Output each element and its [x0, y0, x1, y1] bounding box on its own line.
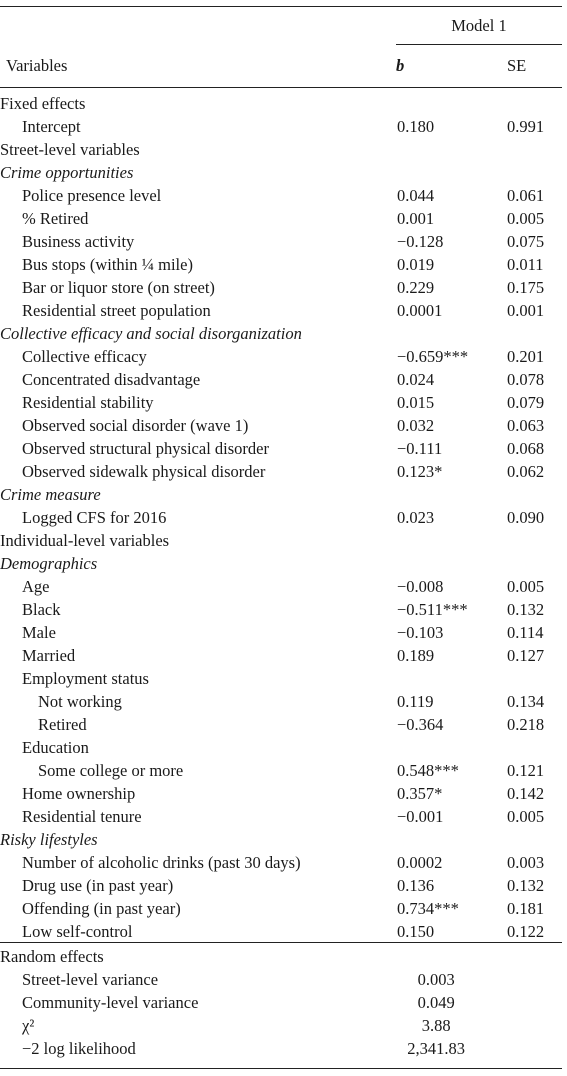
- table-row: [0, 851, 567, 874]
- table-row: [0, 253, 567, 276]
- random-effect-value: 2,341.83: [407, 1039, 466, 1058]
- row-label: Fixed effects: [0, 94, 86, 113]
- row-label: Bar or liquor store (on street): [22, 278, 215, 297]
- standard-error: 0.078: [507, 370, 545, 389]
- standard-error: 0.063: [507, 416, 545, 435]
- table-row: [0, 828, 567, 851]
- row-label: Drug use (in past year): [22, 876, 174, 895]
- standard-error: 0.142: [507, 784, 545, 803]
- coefficient-b: [397, 667, 507, 690]
- standard-error: 0.005: [507, 577, 545, 596]
- coefficients-table: [0, 92, 567, 943]
- random-effect-row: [0, 1037, 567, 1060]
- random-effect-row: [0, 1014, 567, 1037]
- coefficient-b: [397, 736, 507, 759]
- coefficient-b: 0.548***: [397, 761, 459, 780]
- standard-error: [507, 138, 567, 161]
- row-label: Street-level variance: [22, 970, 159, 989]
- row-label: Offending (in past year): [22, 899, 181, 918]
- standard-error: [507, 322, 567, 345]
- coefficient-b: 0.119: [397, 692, 434, 711]
- standard-error: [507, 828, 567, 851]
- random-effect-value: 3.88: [421, 1016, 451, 1035]
- coefficient-b: 0.0001: [397, 301, 443, 320]
- standard-error: 0.218: [507, 715, 545, 734]
- row-label: Business activity: [22, 232, 135, 251]
- row-label: Demographics: [0, 554, 98, 573]
- standard-error: 0.061: [507, 186, 545, 205]
- row-label: Married: [22, 646, 76, 665]
- row-label: Not working: [38, 692, 122, 711]
- coefficient-b: 0.001: [397, 209, 435, 228]
- row-label: Community-level variance: [22, 993, 199, 1012]
- standard-error: 0.075: [507, 232, 545, 251]
- top-rule: [0, 6, 562, 7]
- table-row: [0, 736, 567, 759]
- standard-error: [507, 161, 567, 184]
- coefficient-b: 0.023: [397, 508, 435, 527]
- coefficient-b: 0.189: [397, 646, 435, 665]
- table-row: [0, 437, 567, 460]
- row-label: Police presence level: [22, 186, 162, 205]
- header-rule: [0, 87, 562, 88]
- model-rule: [396, 44, 562, 45]
- standard-error: 0.005: [507, 807, 545, 826]
- standard-error: 0.122: [507, 922, 545, 941]
- table-row: [0, 345, 567, 368]
- table-row: [0, 667, 567, 690]
- table-row: [0, 460, 567, 483]
- table-row: [0, 713, 567, 736]
- standard-error: 0.201: [507, 347, 545, 366]
- table-row: [0, 920, 567, 943]
- row-label: χ²: [22, 1016, 35, 1035]
- variables-header: Variables: [6, 56, 68, 75]
- coefficient-b: 0.734***: [397, 899, 459, 918]
- row-label: −2 log likelihood: [22, 1039, 136, 1058]
- row-label: % Retired: [22, 209, 89, 228]
- table-row: [0, 115, 567, 138]
- row-label: Crime opportunities: [0, 163, 134, 182]
- row-label: Observed social disorder (wave 1): [22, 416, 249, 435]
- table-row: [0, 897, 567, 920]
- row-label: Concentrated disadvantage: [22, 370, 201, 389]
- row-label: Logged CFS for 2016: [22, 508, 167, 527]
- standard-error: 0.001: [507, 301, 545, 320]
- standard-error: 0.079: [507, 393, 545, 412]
- table-row: [0, 207, 567, 230]
- table-row: [0, 575, 567, 598]
- standard-error: 0.991: [507, 117, 545, 136]
- coefficient-b: [397, 828, 507, 851]
- standard-error: 0.127: [507, 646, 545, 665]
- coefficient-b: [397, 529, 507, 552]
- table-row: [0, 391, 567, 414]
- coefficient-b: 0.136: [397, 876, 435, 895]
- table-row: [0, 552, 567, 575]
- table-row: [0, 483, 567, 506]
- table-row: [0, 92, 567, 115]
- row-label: Intercept: [22, 117, 81, 136]
- coefficient-b: 0.024: [397, 370, 435, 389]
- standard-error: 0.175: [507, 278, 545, 297]
- coefficient-b: 0.044: [397, 186, 435, 205]
- table-row: [0, 506, 567, 529]
- coefficient-b: 0.229: [397, 278, 435, 297]
- row-label: Residential street population: [22, 301, 211, 320]
- row-label: Employment status: [22, 669, 149, 688]
- coefficient-b: −0.659***: [397, 347, 469, 366]
- coefficient-b: 0.032: [397, 416, 435, 435]
- coefficient-b: 0.123*: [397, 462, 443, 481]
- coefficient-b: [397, 92, 507, 115]
- random-effect-value: 0.049: [417, 993, 455, 1012]
- row-label: Collective efficacy: [22, 347, 147, 366]
- standard-error: 0.011: [507, 255, 544, 274]
- model-header: Model 1: [451, 16, 507, 35]
- row-label: Low self-control: [22, 922, 133, 941]
- random-rule: [0, 942, 562, 943]
- row-label: Individual-level variables: [0, 531, 170, 550]
- standard-error: 0.132: [507, 600, 545, 619]
- table-row: [0, 322, 567, 345]
- table-row: [0, 299, 567, 322]
- coefficient-b: −0.008: [397, 577, 444, 596]
- standard-error: [507, 667, 567, 690]
- bottom-rule: [0, 1068, 562, 1069]
- table-row: [0, 184, 567, 207]
- b-header: b: [396, 56, 405, 75]
- table-row: [0, 161, 567, 184]
- row-label: Risky lifestyles: [0, 830, 98, 849]
- table-row: [0, 276, 567, 299]
- standard-error: 0.121: [507, 761, 545, 780]
- row-label: Male: [22, 623, 56, 642]
- table-row: [0, 230, 567, 253]
- table-row: [0, 529, 567, 552]
- row-label: Number of alcoholic drinks (past 30 days): [22, 853, 301, 872]
- row-label: Observed structural physical disorder: [22, 439, 269, 458]
- random-effect-row: [0, 945, 567, 968]
- table-row: [0, 874, 567, 897]
- row-label: Age: [22, 577, 50, 596]
- table-row: [0, 414, 567, 437]
- table-row: [0, 138, 567, 161]
- coefficient-b: −0.111: [397, 439, 443, 458]
- se-header: SE: [507, 56, 527, 75]
- standard-error: 0.090: [507, 508, 545, 527]
- standard-error: 0.181: [507, 899, 545, 918]
- random-effects-table: [0, 945, 567, 1060]
- coefficient-b: −0.128: [397, 232, 444, 251]
- table-row: [0, 759, 567, 782]
- row-label: Crime measure: [0, 485, 101, 504]
- coefficient-b: [397, 483, 507, 506]
- row-label: Home ownership: [22, 784, 136, 803]
- table-row: [0, 644, 567, 667]
- row-label: Residential tenure: [22, 807, 142, 826]
- coefficient-b: 0.019: [397, 255, 435, 274]
- coefficient-b: −0.511***: [397, 600, 468, 619]
- row-label: Residential stability: [22, 393, 154, 412]
- standard-error: [507, 529, 567, 552]
- table-row: [0, 368, 567, 391]
- row-label: Retired: [38, 715, 87, 734]
- standard-error: 0.005: [507, 209, 545, 228]
- row-label: Random effects: [0, 947, 104, 966]
- coefficient-b: 0.180: [397, 117, 435, 136]
- random-effect-row: [0, 991, 567, 1014]
- standard-error: 0.134: [507, 692, 545, 711]
- coefficient-b: −0.001: [397, 807, 444, 826]
- row-label: Observed sidewalk physical disorder: [22, 462, 266, 481]
- standard-error: [507, 736, 567, 759]
- coefficient-b: [397, 161, 507, 184]
- coefficient-b: [397, 138, 507, 161]
- row-label: Some college or more: [38, 761, 184, 780]
- row-label: Bus stops (within ¼ mile): [22, 255, 193, 274]
- row-label: Street-level variables: [0, 140, 140, 159]
- coefficient-b: 0.150: [397, 922, 435, 941]
- table-row: [0, 805, 567, 828]
- coefficient-b: 0.015: [397, 393, 435, 412]
- row-label: Collective efficacy and social disorganization: [0, 324, 302, 343]
- row-label: Education: [22, 738, 89, 757]
- random-effect-value: 0.003: [417, 970, 455, 989]
- coefficient-b: [397, 322, 507, 345]
- coefficient-b: −0.103: [397, 623, 444, 642]
- standard-error: 0.114: [507, 623, 544, 642]
- row-label: Black: [22, 600, 61, 619]
- random-effect-value: [305, 945, 567, 968]
- table-row: [0, 598, 567, 621]
- coefficient-b: 0.0002: [397, 853, 443, 872]
- standard-error: 0.132: [507, 876, 545, 895]
- standard-error: [507, 552, 567, 575]
- table-row: [0, 690, 567, 713]
- coefficient-b: 0.357*: [397, 784, 443, 803]
- standard-error: [507, 92, 567, 115]
- table-row: [0, 782, 567, 805]
- standard-error: 0.068: [507, 439, 545, 458]
- standard-error: [507, 483, 567, 506]
- coefficient-b: −0.364: [397, 715, 444, 734]
- standard-error: 0.003: [507, 853, 545, 872]
- table-row: [0, 621, 567, 644]
- standard-error: 0.062: [507, 462, 545, 481]
- random-effect-row: [0, 968, 567, 991]
- coefficient-b: [397, 552, 507, 575]
